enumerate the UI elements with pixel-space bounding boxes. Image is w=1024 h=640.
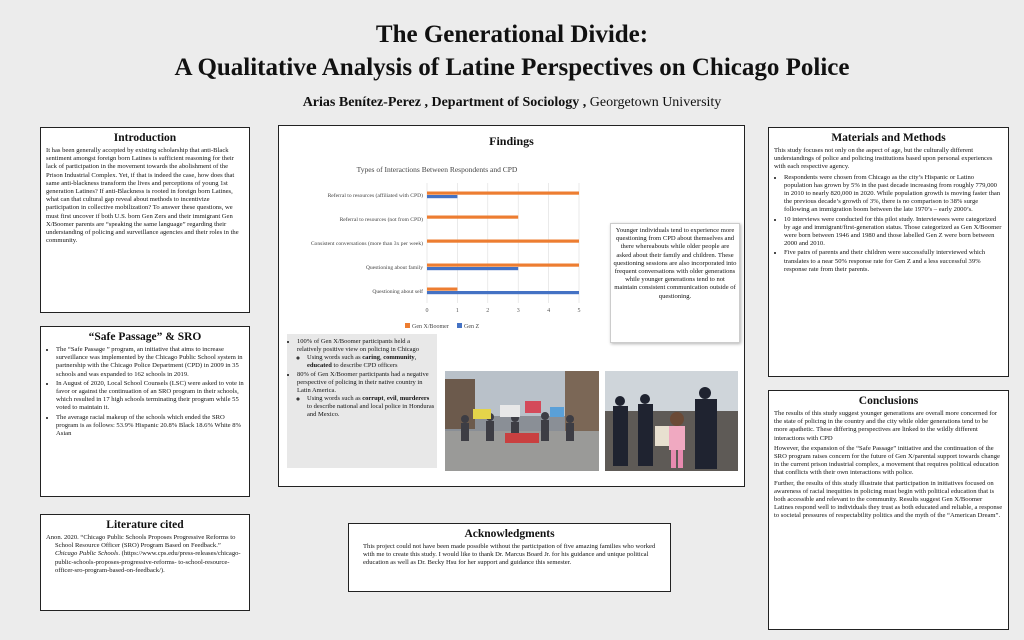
conclusions-para: The results of this study suggest younger generations are overall more concerned for the state of policing in the country and the city while older generations tend to be more apathetic. These differing perspectives are linked to the wildly different interactions with CPD — [774, 410, 998, 442]
callout-text: Younger individuals tend to experience more questioning from CPD about themselves and there whereabouts while older people are asked about their family and children. These questioning sessions are also incorporated into frequent conversations with older generations while younger generations tend to not maintain consistent communication outside of questioning. — [613, 227, 737, 300]
category-label: Referral to resources (affiliated with CPD) — [327, 193, 423, 199]
legend-swatch — [405, 323, 410, 328]
literature-heading: Literature cited — [106, 519, 184, 531]
bar-chart-svg — [287, 161, 587, 330]
conclusions-panel — [768, 390, 1009, 630]
x-tick-label: 3 — [516, 308, 520, 314]
materials-heading: Materials and Methods — [831, 132, 946, 144]
x-tick-label: 0 — [425, 308, 429, 314]
poster-title-line1: The Generational Divide: — [375, 21, 649, 48]
conclusions-para: Further, the results of this study illustrate that participation in initiatives focused on awareness of racial inequities in policing must begin with political education that is both accessible and relevant to the community. Results suggest Gen X/Boomer Latines respond well to individuals they trust as both educated and reliable, a response to societal pressures of respectability politics and the myth of the “American Dream”. — [774, 479, 1003, 520]
citation-text: Anon. 2020. “Chicago Public Schools Proposes Progressive Reforms to School Resource Officer (SRO) Program Based on Feedback.” — [46, 534, 236, 550]
materials-item: • 10 interviews were conducted for this pilot study. Interviewees were categorized by age and immigrant/first-generation status. Those categorized as Gen X/Boomer were born between 1946 and 1980 and those labelled Gen Z were born between 2000 and 2010. — [784, 216, 1003, 249]
citation-url: . (https://www.cps.edu/press-releases/chicago-public-schools-proposes-progressive-reforms- to-school-resource-officer-sro-program-based-on-feedback/). — [55, 550, 241, 574]
author-line — [0, 95, 1024, 111]
x-tick-label: 1 — [455, 308, 459, 314]
x-tick-label: 4 — [547, 308, 551, 314]
bar-gen-x-boomer — [427, 192, 579, 195]
findings-heading: Findings — [489, 134, 534, 148]
chart-title: Types of Interactions Between Respondents and CPD — [356, 165, 518, 174]
citation-source: Chicago Public Schools — [55, 550, 119, 558]
police-photo — [605, 371, 738, 471]
category-label: Consistent conversations (more than 3x per week) — [310, 241, 423, 247]
materials-panel — [768, 127, 1009, 377]
literature-panel — [40, 514, 250, 611]
finding-bullet: 100% of Gen X/Boomer participants held a relatively positive view on policing in Chicago — [297, 338, 420, 353]
safe-passage-item: • In August of 2020, Local School Counsels (LSC) were asked to vote in favor or against the continuation of an SRO program in their schools, which resulted in 17 high schools terminating their program while 55 voted to maintain it. — [56, 380, 244, 413]
materials-intro: This study focuses not only on the aspect of age, but the culturally different understandings of police and policing institutions based upon personal experiences with each respective agency. — [774, 147, 993, 171]
category-label: Referral to resources (not from CPD) — [339, 217, 423, 223]
category-label: Questioning about self — [372, 289, 423, 295]
bar-gen-x-boomer — [427, 288, 457, 291]
institution: Georgetown University — [586, 95, 722, 110]
finding-bullet: 80% of Gen X/Boomer participants had a negative perspective of policing in their native country in Latin America. — [297, 371, 429, 394]
conclusions-heading: Conclusions — [858, 395, 919, 407]
x-tick-label: 5 — [577, 308, 581, 314]
findings-callout — [610, 223, 740, 343]
safe-passage-item: • The average racial makeup of the schools which ended the SRO program is as follows: 53.9% Hispanic 20.8% Black 18.6% White 8% Asian — [56, 414, 244, 439]
legend-label: Gen X/Boomer — [412, 324, 449, 330]
acknowledgments-panel — [348, 523, 671, 592]
category-label: Questioning about family — [365, 265, 423, 271]
bar-gen-z — [427, 267, 518, 270]
introduction-heading: Introduction — [113, 132, 177, 144]
poster-title-line2: A Qualitative Analysis of Latine Perspectives on Chicago Police — [174, 54, 850, 81]
legend-label: Gen Z — [464, 324, 480, 330]
literature-citation — [41, 534, 249, 575]
acknowledgments-text: This project could not have been made possible without the participation of five amazing families who worked with me to create this study. I would like to thank Dr. Marcus Board Jr. for his guidance and unique political education as well as Dr. Becky Hsu for her support and guidance this semester. — [363, 543, 656, 567]
bar-gen-x-boomer — [427, 264, 579, 267]
bar-gen-x-boomer — [427, 216, 518, 219]
bar-gen-z — [427, 195, 457, 198]
findings-bullets — [287, 334, 437, 468]
materials-item: • Five pairs of parents and their children were successfully interviewed which translates to a near 50% response rate for Gen Z and a less successful 39% response rate from their parents. — [784, 249, 1003, 274]
finding-sub-bullet: ◦ Using words such as caring, community, educated to describe CPD officers — [307, 354, 435, 370]
safe-passage-panel — [40, 326, 250, 497]
bar-gen-x-boomer — [427, 240, 579, 243]
materials-item: • Respondents were chosen from Chicago as the city’s Hispanic or Latino population has grown by 5% in the past decade increasing from roughly 779,000 in 2010 to nearly 820,000 in 2020. While population growth is moving faster than the previous decade’s growth of 3%, there is no comparison to 38% surge following an immigration boom between the late 1970’s – early 2000’s. — [784, 174, 1003, 215]
findings-panel — [278, 125, 745, 487]
introduction-text: It has been generally accepted by existing scholarship that anti-Black sentiment amongst foreign born Latines is sufficient reasoning for their lack of participation in the movement towards the abolishment of the Prison Industrial Complex. Yet, if that is indeed the case, how does that same anti-blackness transform the lives and perceptions of young 1st generation Latines? If anti-Blackness is rooted in foreign born Latines, what can that cultural gap reveal about methods to incentivize participation in collective mobilization? To answer these questions, we must first uncover if both U.S. born Gen Zers and their immigrant Gen X/Boomer parents are “speaking the same language” regarding their understanding of policing and surveillance agencies and their roles in the community. — [46, 147, 239, 245]
legend-swatch — [457, 323, 462, 328]
finding-sub-bullet: ◦ Using words such as corrupt, evil, murderers to describe national and local police in Honduras and Mexico. — [307, 395, 435, 419]
safe-passage-item: • The “Safe Passage ” program, an initiative that aims to increase surveillance was implemented by the Chicago Public School system in partnership with the Chicago Police Department (CPD) in 2009 in 35 schools and was expanded to 162 schools in 2019. — [56, 346, 244, 379]
acknowledgments-heading: Acknowledgments — [464, 528, 555, 540]
conclusions-para: However, the expansion of the “Safe Passage” initiative and the continuation of the SRO program raises concern for the future of Gen X/parental support towards change in the current prison industrial complex, a movement that requires political education that conflicts with their own interactions with police. — [774, 444, 1000, 477]
introduction-panel — [40, 127, 250, 313]
x-tick-label: 2 — [486, 308, 490, 314]
bar-gen-z — [427, 291, 579, 294]
safe-passage-heading: “Safe Passage” & SRO — [88, 331, 202, 343]
author-name: Arias Benítez-Perez , Department of Sociology , — [302, 95, 587, 110]
protest-photo — [445, 371, 599, 471]
